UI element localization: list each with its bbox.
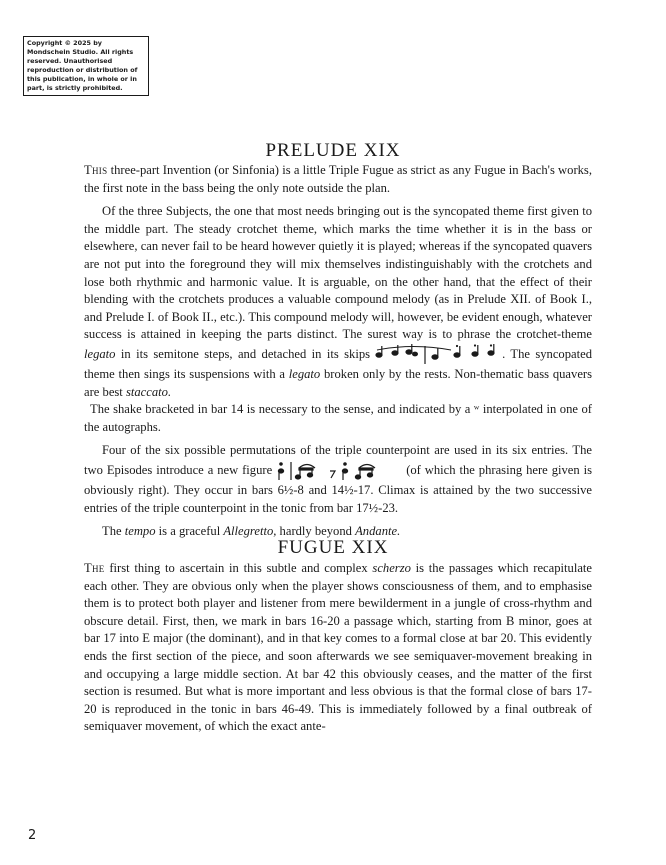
fugue-p1-text-b: is the passages which recapitulate each other. They are obvious only when the player shows consciousness of them, and to emphasise them is to protect both player and listener from mere bewilderment in a jungle of cross-rhythm and obscure detail. First, then, we mark in bars 16-20 a passage which, starting from B minor, goes at bar 17 into E major (the dominant), and in that key comes to a formal close at bar 20. This evidently ends the first section of the piece, and soon afterwards we see semiquaver-movement breaking in and occupying a large middle section. At bar 42 this obviously ceases, and the matter of the first section is resumed. But what is more important and less obvious is that the formal close of bars 17-20 is reproduced in the tonic in bars 46-49. This is immediately followed by a final outbreak of semiquaver movement, of which the exact ante-: [84, 561, 593, 734]
prelude-paragraph-3: The shake bracketed in bar 14 is necessary to the sense, and indicated by a ʷ interpolated in one of the autographs.: [84, 402, 592, 434]
episode-figure-notation-icon: [275, 460, 403, 482]
staccato-term: staccato.: [125, 384, 172, 399]
prelude-p2-text-b: in its semitone steps, and detached in its skips: [115, 346, 371, 361]
fugue-lead-word: The: [84, 561, 105, 575]
prelude-paragraph-1: [84, 162, 592, 197]
copyright-notice: Copyright © 2025 by Mondschein Studio. All rights reserved. Unauthorised reproduction or distribution of this publication, in whole or in part, is strictly prohibited.: [23, 36, 149, 96]
prelude-p2-text-c: . The syncopated theme then sings its suspensions with a: [84, 346, 593, 381]
tempo-term: tempo: [124, 524, 156, 539]
prelude-paragraph-4: [84, 442, 592, 517]
legato-term-2: legato: [288, 366, 321, 381]
fugue-paragraph-1: [84, 560, 592, 736]
prelude-p5-text-b: is a graceful: [155, 524, 224, 539]
andante-term: Andante.: [355, 524, 401, 539]
prelude-p5-text-a: The: [102, 524, 125, 539]
prelude-lead-word: This: [84, 163, 108, 177]
page-number: 2: [28, 828, 37, 843]
fugue-title: FUGUE XIX: [277, 537, 389, 558]
prelude-paragraph-2: [84, 203, 592, 401]
prelude-body: [84, 162, 592, 541]
crotchet-theme-notation-icon: [373, 344, 499, 366]
fugue-p1-text-a: first thing to ascertain in this subtle and complex: [104, 561, 373, 575]
prelude-p4-text-a: Four of the six possible permutations of the triple counterpoint are used in its six entries. The two Episodes introduce a new figure: [84, 443, 592, 477]
prelude-p2-text-d: broken only by the rests. Non-thematic bass quavers are best: [84, 366, 592, 399]
allegretto-term: Allegretto,: [223, 524, 277, 539]
scherzo-term: scherzo: [372, 561, 411, 575]
legato-term: legato: [84, 346, 116, 361]
prelude-p4-text-b: (of which the phrasing here given is obviously right). They occur in bars 6½-8 and 14½-17. Climax is attained by the two successive entries of the triple counterpoint in the tonic from bar 17½-23.: [84, 462, 592, 515]
prelude-title: PRELUDE XIX: [265, 140, 401, 161]
fugue-body: [84, 560, 592, 736]
prelude-p1-text: three-part Invention (or Sinfonia) is a little Triple Fugue as strict as any Fugue in Bach's works, the first note in the bass being the only note outside the plan.: [84, 163, 592, 195]
prelude-p2-text-a: Of the three Subjects, the one that most needs bringing out is the syncopated theme first given to the middle part. The steady crotchet theme, which marks the time whether it is in the bass or elsewhere, can never fail to be heard however quietly it is played; whereas if the syncopated quavers are not put into the foreground they will mix themselves indistinguishably with the crotchets and lose both rhythmic and harmonic value. It is arguable, on the other hand, that the effect of their blending with the crotchets produces a valuable compound melody (as in Prelude XII. of Book I., and Prelude I. of Book II., etc.). This compound melody will, however, be evident enough, whatever success is attained in keeping the parts distinct. The surest way is to phrase the crotchet-theme: [84, 204, 592, 342]
prelude-p5-text-c: hardly beyond: [276, 524, 356, 539]
